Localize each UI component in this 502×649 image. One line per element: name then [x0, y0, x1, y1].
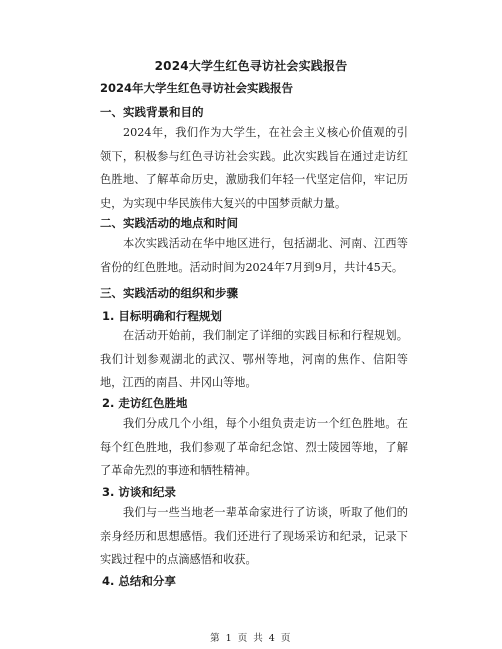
step-heading-interviews: 3. 访谈和纪录	[102, 485, 176, 499]
step-paragraph-interviews: 我们与一些当地老一辈革命家进行了访谈，听取了他们的亲身经历和思想感悟。我们还进行了现场采访和纪录，记录下实践过程中的点滴感悟和收获。	[100, 506, 408, 566]
step-heading-summary: 4. 总结和分享	[102, 574, 176, 588]
step-paragraph-visits: 我们分成几个小组，每个小组负责走访一个红色胜地。在每个红色胜地，我们参观了革命纪念馆、烈士陵园等地，了解了革命先烈的事迹和牺牲精神。	[100, 417, 408, 477]
section-heading-background: 一、实践背景和目的	[100, 105, 204, 119]
step-paragraph-planning: 在活动开始前，我们制定了详细的实践目标和行程规划。我们计划参观湖北的武汉、鄂州等地，河南的焦作、信阳等地，江西的南昌、井冈山等地。	[100, 329, 408, 389]
section-paragraph-background: 2024年，我们作为大学生，在社会主义核心价值观的引领下，积极参与红色寻访社会实践。此次实践旨在通过走访红色胜地、了解革命历史，激励我们年轻一代坚定信仰，牢记历史，为实现中华民族伟大复兴的中国梦贡献力量。	[100, 126, 408, 210]
step-heading-planning: 1. 目标明确和行程规划	[102, 309, 222, 323]
document-subtitle: 2024年大学生红色寻访社会实践报告	[100, 81, 294, 95]
page-number-footer: 第 1 页 共 4 页	[210, 633, 292, 644]
section-heading-location: 二、实践活动的地点和时间	[100, 216, 238, 230]
section-paragraph-location: 本次实践活动在华中地区进行，包括湖北、河南、江西等省份的红色胜地。活动时间为2024年7月到9月，共计45天。	[100, 237, 408, 274]
document-title: 2024大学生红色寻访社会实践报告	[154, 59, 348, 73]
step-heading-visits: 2. 走访红色胜地	[102, 396, 188, 410]
section-heading-organization: 三、实践活动的组织和步骤	[100, 286, 238, 300]
